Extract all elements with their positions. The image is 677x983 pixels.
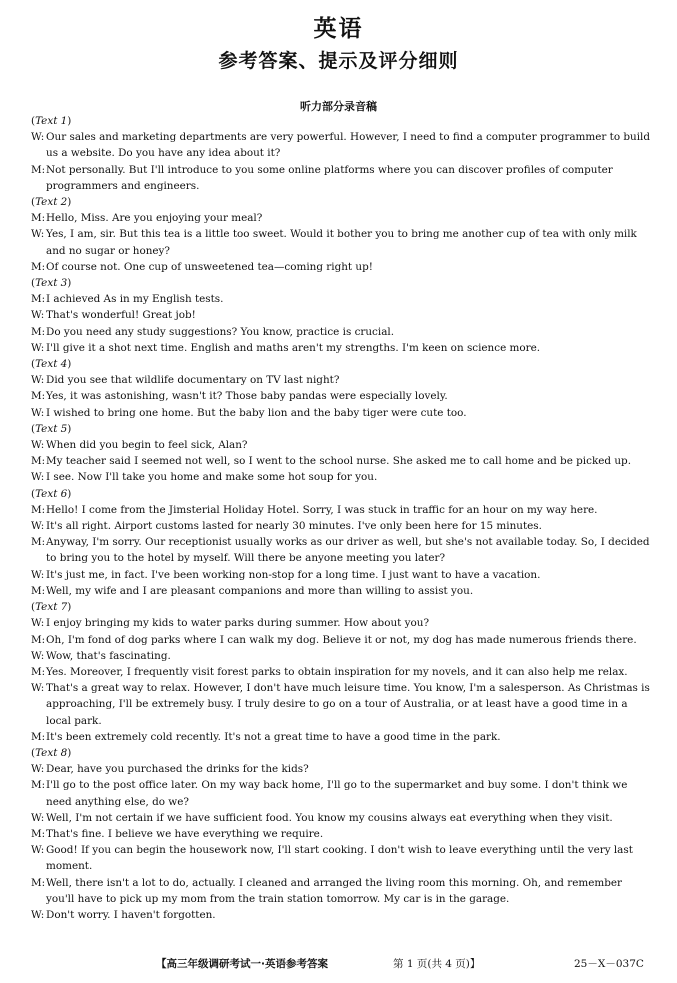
text-label: (Text 1) — [31, 115, 72, 127]
speaker-label: W: — [31, 763, 45, 776]
speaker-label: W: — [31, 908, 45, 921]
speaker-label: W: — [31, 439, 45, 452]
speaker-label: M: — [31, 455, 46, 468]
speaker-label: W: — [31, 309, 45, 322]
speaker-label: W: — [31, 374, 45, 387]
utterance-text: Yes, I am, sir. But this tea is a little too sweet. Would it bother you to bring me another cup of tea with only milk and no sugar or honey? — [46, 228, 637, 257]
speaker-label: M: — [31, 390, 46, 403]
dialogue-line — [31, 842, 653, 874]
utterance-text: My teacher said I seemed not well, so I went to the school nurse. She asked me to call home and be picked up. — [46, 455, 631, 468]
dialogue-line — [31, 615, 653, 631]
utterance-text: Well, there isn't a lot to do, actually. I cleaned and arranged the living room this morning. Oh, and remember you'll have to pick up my mom from the train station tomorrow. My car is in the garage. — [46, 876, 622, 905]
dialogue-line — [31, 583, 653, 599]
speaker-label: M: — [31, 633, 46, 646]
dialogue-line — [31, 437, 653, 453]
dialogue-line — [31, 129, 653, 161]
speaker-label: W: — [31, 341, 45, 354]
utterance-text: I achieved As in my English tests. — [46, 293, 224, 306]
dialogue-line — [31, 453, 653, 469]
speaker-label: M: — [31, 779, 46, 792]
speaker-label: M: — [31, 260, 46, 273]
text-label-word: Text 1 — [35, 115, 68, 127]
utterance-text: Well, my wife and I are pleasant companions and more than willing to assist you. — [46, 584, 474, 597]
utterance-text: Our sales and marketing departments are very powerful. However, I need to find a computer programmer to build us a website. Do you have any idea about it? — [46, 131, 651, 160]
dialogue-line — [31, 664, 653, 680]
dialogue-line — [31, 648, 653, 664]
speaker-label: W: — [31, 568, 45, 581]
dialogue-line — [31, 307, 653, 323]
utterance-text: I'll give it a shot next time. English and maths aren't my strengths. I'm keen on science more. — [46, 341, 541, 354]
speaker-label: M: — [31, 584, 46, 597]
utterance-text: That's wonderful! Great job! — [46, 309, 196, 322]
text-label-word: Text 8 — [35, 746, 68, 759]
text-label: (Text 7) — [31, 601, 72, 614]
utterance-text: That's a great way to relax. However, I don't have much leisure time. You know, I'm a salesperson. As Christmas is approaching, I'll be extremely busy. I truly desire to go on a tour of Australia, or at least have a good time in a local park. — [46, 682, 650, 727]
utterance-text: Yes. Moreover, I frequently visit forest parks to obtain inspiration for my novels, and it can also help me relax. — [46, 665, 628, 678]
speaker-label: M: — [31, 503, 46, 516]
speaker-label: W: — [31, 649, 45, 662]
utterance-text: Good! If you can begin the housework now, I'll start cooking. I don't wish to leave everything until the very last moment. — [46, 844, 633, 873]
utterance-text: Not personally. But I'll introduce to you some online platforms where you can discover profiles of computer programmers and engineers. — [46, 163, 613, 192]
speaker-label: W: — [31, 520, 45, 533]
speaker-label: M: — [31, 665, 46, 678]
text-label-word: Text 6 — [35, 487, 68, 500]
utterance-text: That's fine. I believe we have everything we require. — [46, 827, 324, 840]
speaker-label: M: — [31, 827, 46, 840]
speaker-label: W: — [31, 617, 45, 630]
utterance-text: Of course not. One cup of unsweetened tea—coming right up! — [46, 260, 373, 273]
dialogue-line — [31, 291, 653, 307]
footer — [0, 956, 677, 972]
dialogue-line — [31, 761, 653, 777]
utterance-text: Did you see that wildlife documentary on TV last night? — [46, 374, 340, 387]
dialogue-line — [31, 324, 653, 340]
speaker-label: W: — [31, 811, 45, 824]
speaker-label: M: — [31, 212, 46, 225]
utterance-text: I see. Now I'll take you home and make some hot soup for you. — [46, 471, 378, 484]
utterance-text: I'll go to the post office later. On my way back home, I'll go to the supermarket and buy some. I don't think we need anything else, do we? — [46, 779, 628, 808]
text-label: (Text 8) — [31, 746, 72, 759]
utterance-text: Don't worry. I haven't forgotten. — [46, 908, 216, 921]
utterance-text: Oh, I'm fond of dog parks where I can walk my dog. Believe it or not, my dog has made numerous friends there. — [46, 633, 637, 646]
dialogue-line — [31, 729, 653, 745]
dialogue-line — [31, 907, 653, 923]
text-label-word: Text 3 — [35, 277, 68, 290]
utterance-text: Yes, it was astonishing, wasn't it? Those baby pandas were especially lovely. — [46, 390, 448, 403]
dialogue-line — [31, 340, 653, 356]
utterance-text: It's been extremely cold recently. It's not a great time to have a good time in the park. — [46, 730, 501, 743]
dialogue-line — [31, 518, 653, 534]
dialogue-line — [31, 372, 653, 388]
page-title: 英语 — [313, 16, 364, 42]
utterance-text: I enjoy bringing my kids to water parks during summer. How about you? — [46, 617, 430, 630]
dialogue-line — [31, 162, 653, 194]
speaker-label: W: — [31, 228, 45, 241]
text-label: (Text 4) — [31, 358, 72, 371]
speaker-label: M: — [31, 293, 46, 306]
utterance-text: Hello, Miss. Are you enjoying your meal? — [46, 212, 263, 225]
text-label: (Text 3) — [31, 277, 72, 290]
speaker-label: M: — [31, 325, 46, 338]
dialogue-line — [31, 875, 653, 907]
speaker-label: W: — [31, 406, 45, 419]
speaker-label: M: — [31, 730, 46, 743]
speaker-label: W: — [31, 471, 45, 484]
utterance-text: It's all right. Airport customs lasted for nearly 30 minutes. I've only been here for 15 minutes. — [46, 520, 542, 533]
speaker-label: W: — [31, 682, 45, 695]
utterance-text: It's just me, in fact. I've been working non-stop for a long time. I just want to have a vacation. — [46, 568, 541, 581]
utterance-text: Wow, that's fascinating. — [46, 649, 171, 662]
dialogue-line — [31, 567, 653, 583]
utterance-text: I wished to bring one home. But the baby lion and the baby tiger were cute too. — [46, 406, 467, 419]
speaker-label: W: — [31, 844, 45, 857]
utterance-text: Do you need any study suggestions? You know, practice is crucial. — [46, 325, 395, 338]
text-label-word: Text 5 — [35, 422, 68, 435]
dialogue-line — [31, 469, 653, 485]
footer-code: 25－X－037C — [574, 958, 644, 970]
utterance-text: When did you begin to feel sick, Alan? — [46, 439, 248, 452]
text-label: (Text 2) — [31, 196, 72, 209]
utterance-text: Dear, have you purchased the drinks for the kids? — [46, 763, 309, 776]
dialogue-line — [31, 210, 653, 226]
speaker-label: M: — [31, 163, 46, 176]
page-subtitle: 参考答案、提示及评分细则 — [218, 50, 459, 72]
dialogue-line — [31, 534, 653, 566]
text-label: (Text 6) — [31, 487, 72, 500]
utterance-text: Well, I'm not certain if we have sufficient food. You know my cousins always eat everything when they visit. — [46, 811, 613, 824]
dialogue-line — [31, 259, 653, 275]
dialogue-line — [31, 226, 653, 258]
transcript — [31, 113, 653, 923]
dialogue-line — [31, 502, 653, 518]
utterance-text: Anyway, I'm sorry. Our receptionist usually works as our driver as well, but she's not available today. So, I decided to bring you to the hotel by myself. Will there be anyone meeting you later? — [46, 536, 650, 565]
text-label-word: Text 2 — [35, 196, 68, 209]
speaker-label: M: — [31, 536, 46, 549]
text-label: (Text 5) — [31, 422, 72, 435]
dialogue-line — [31, 405, 653, 421]
dialogue-line — [31, 680, 653, 729]
footer-title: 【高三年级调研考试一·英语参考答案 — [156, 958, 328, 970]
footer-page-number: 第 1 页(共 4 页)】 — [393, 958, 481, 970]
dialogue-line — [31, 388, 653, 404]
dialogue-line — [31, 810, 653, 826]
text-label-word: Text 7 — [35, 601, 68, 614]
dialogue-line — [31, 826, 653, 842]
text-label-word: Text 4 — [35, 358, 68, 371]
speaker-label: W: — [31, 131, 45, 144]
utterance-text: Hello! I come from the Jimsterial Holiday Hotel. Sorry, I was stuck in traffic for an hour on my way here. — [46, 503, 598, 516]
section-title: 听力部分录音稿 — [300, 100, 377, 113]
dialogue-line — [31, 632, 653, 648]
dialogue-line — [31, 777, 653, 809]
speaker-label: M: — [31, 876, 46, 889]
